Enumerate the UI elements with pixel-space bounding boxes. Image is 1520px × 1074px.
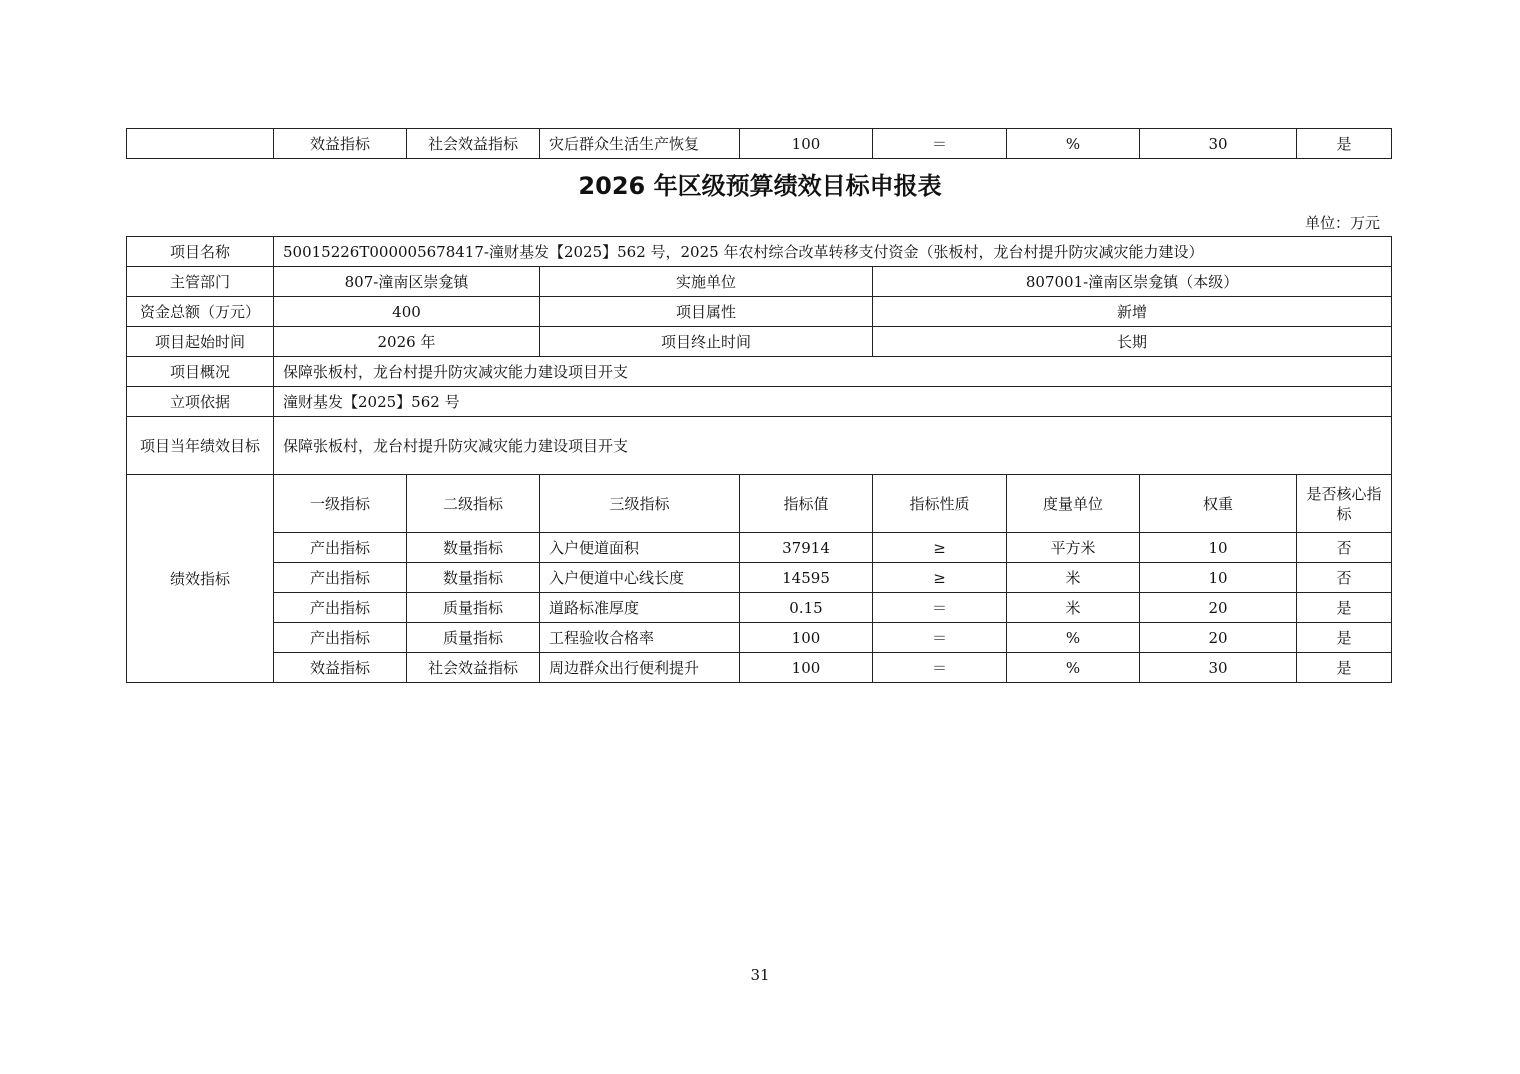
- column-header: 是否核心指标: [1297, 475, 1392, 533]
- table-cell: 10: [1140, 533, 1297, 563]
- table-cell: 产出指标: [274, 623, 407, 653]
- goal-value: 保障张板村，龙台村提升防灾减灾能力建设项目开支: [274, 417, 1392, 475]
- basis-value: 潼财基发【2025】562 号: [274, 387, 1392, 417]
- fund-value: 400: [274, 297, 540, 327]
- table-cell: %: [1007, 623, 1140, 653]
- table-cell: 入户便道面积: [540, 533, 740, 563]
- column-header: 度量单位: [1007, 475, 1140, 533]
- overview-value: 保障张板村，龙台村提升防灾减灾能力建设项目开支: [274, 357, 1392, 387]
- goal-label: 项目当年绩效目标: [127, 417, 274, 475]
- table-cell: 入户便道中心线长度: [540, 563, 740, 593]
- table-row: [127, 653, 1392, 683]
- start-value: 2026 年: [274, 327, 540, 357]
- table-row: [127, 237, 1392, 267]
- end-value: 长期: [873, 327, 1392, 357]
- table-row: [127, 357, 1392, 387]
- table-row: [127, 623, 1392, 653]
- column-header: 权重: [1140, 475, 1297, 533]
- table-cell: 社会效益指标: [407, 129, 540, 159]
- basis-label: 立项依据: [127, 387, 274, 417]
- table-cell: 10: [1140, 563, 1297, 593]
- table-cell: 数量指标: [407, 533, 540, 563]
- project-name-label: 项目名称: [127, 237, 274, 267]
- table-cell: 数量指标: [407, 563, 540, 593]
- table-row: [127, 129, 1392, 159]
- table-row: [127, 297, 1392, 327]
- performance-target-table: [126, 236, 1392, 683]
- table-cell: 产出指标: [274, 533, 407, 563]
- column-header: 指标性质: [873, 475, 1007, 533]
- previous-table-tail: [126, 128, 1392, 159]
- table-cell: 产出指标: [274, 593, 407, 623]
- unit-label: 单位：万元: [1304, 214, 1380, 232]
- table-cell: 是: [1297, 593, 1392, 623]
- page-number: 31: [750, 966, 770, 984]
- fund-label: 资金总额（万元）: [127, 297, 274, 327]
- table-cell: 周边群众出行便利提升: [540, 653, 740, 683]
- table-cell: ＝: [873, 593, 1007, 623]
- table-cell: 30: [1140, 129, 1297, 159]
- table-cell: 灾后群众生活生产恢复: [540, 129, 740, 159]
- table-cell: 20: [1140, 623, 1297, 653]
- table-cell: 20: [1140, 593, 1297, 623]
- table-row: [127, 387, 1392, 417]
- page-title: 2026 年区级预算绩效目标申报表: [578, 172, 942, 200]
- table-cell: 是: [1297, 623, 1392, 653]
- table-cell: 道路标准厚度: [540, 593, 740, 623]
- table-cell: 100: [740, 623, 873, 653]
- table-cell: ＝: [873, 653, 1007, 683]
- table-cell: 14595: [740, 563, 873, 593]
- table-cell: %: [1007, 129, 1140, 159]
- table-header-row: [127, 475, 1392, 533]
- impl-value: 807001-潼南区崇龛镇（本级）: [873, 267, 1392, 297]
- column-header: 指标值: [740, 475, 873, 533]
- table-row: [127, 533, 1392, 563]
- table-cell: 质量指标: [407, 593, 540, 623]
- table-cell: 工程验收合格率: [540, 623, 740, 653]
- table-cell: 效益指标: [274, 653, 407, 683]
- table-row: [127, 267, 1392, 297]
- table-cell: 100: [740, 129, 873, 159]
- table-cell: 效益指标: [274, 129, 407, 159]
- table-cell: 社会效益指标: [407, 653, 540, 683]
- column-header: 一级指标: [274, 475, 407, 533]
- dept-label: 主管部门: [127, 267, 274, 297]
- table-cell: 否: [1297, 563, 1392, 593]
- table-cell: [127, 129, 274, 159]
- table-cell: 100: [740, 653, 873, 683]
- table-cell: 米: [1007, 593, 1140, 623]
- table-cell: 米: [1007, 563, 1140, 593]
- table-cell: ＝: [873, 623, 1007, 653]
- attr-value: 新增: [873, 297, 1392, 327]
- table-row: [127, 593, 1392, 623]
- dept-value: 807-潼南区崇龛镇: [274, 267, 540, 297]
- overview-label: 项目概况: [127, 357, 274, 387]
- table-row: [127, 417, 1392, 475]
- table-row: [127, 327, 1392, 357]
- end-label: 项目终止时间: [540, 327, 873, 357]
- table-cell: 30: [1140, 653, 1297, 683]
- column-header: 二级指标: [407, 475, 540, 533]
- table-cell: 0.15: [740, 593, 873, 623]
- table-cell: 37914: [740, 533, 873, 563]
- table-cell: %: [1007, 653, 1140, 683]
- table-cell: ＝: [873, 129, 1007, 159]
- table-row: [127, 563, 1392, 593]
- table-cell: ≥: [873, 563, 1007, 593]
- table-cell: 否: [1297, 533, 1392, 563]
- attr-label: 项目属性: [540, 297, 873, 327]
- performance-label: 绩效指标: [127, 475, 274, 683]
- project-name-value: 50015226T000005678417-潼财基发【2025】562 号，2025 年农村综合改革转移支付资金（张板村，龙台村提升防灾减灾能力建设）: [274, 237, 1392, 267]
- table-cell: ≥: [873, 533, 1007, 563]
- table-cell: 产出指标: [274, 563, 407, 593]
- start-label: 项目起始时间: [127, 327, 274, 357]
- column-header: 三级指标: [540, 475, 740, 533]
- impl-label: 实施单位: [540, 267, 873, 297]
- table-cell: 质量指标: [407, 623, 540, 653]
- table-cell: 是: [1297, 129, 1392, 159]
- table-cell: 平方米: [1007, 533, 1140, 563]
- table-cell: 是: [1297, 653, 1392, 683]
